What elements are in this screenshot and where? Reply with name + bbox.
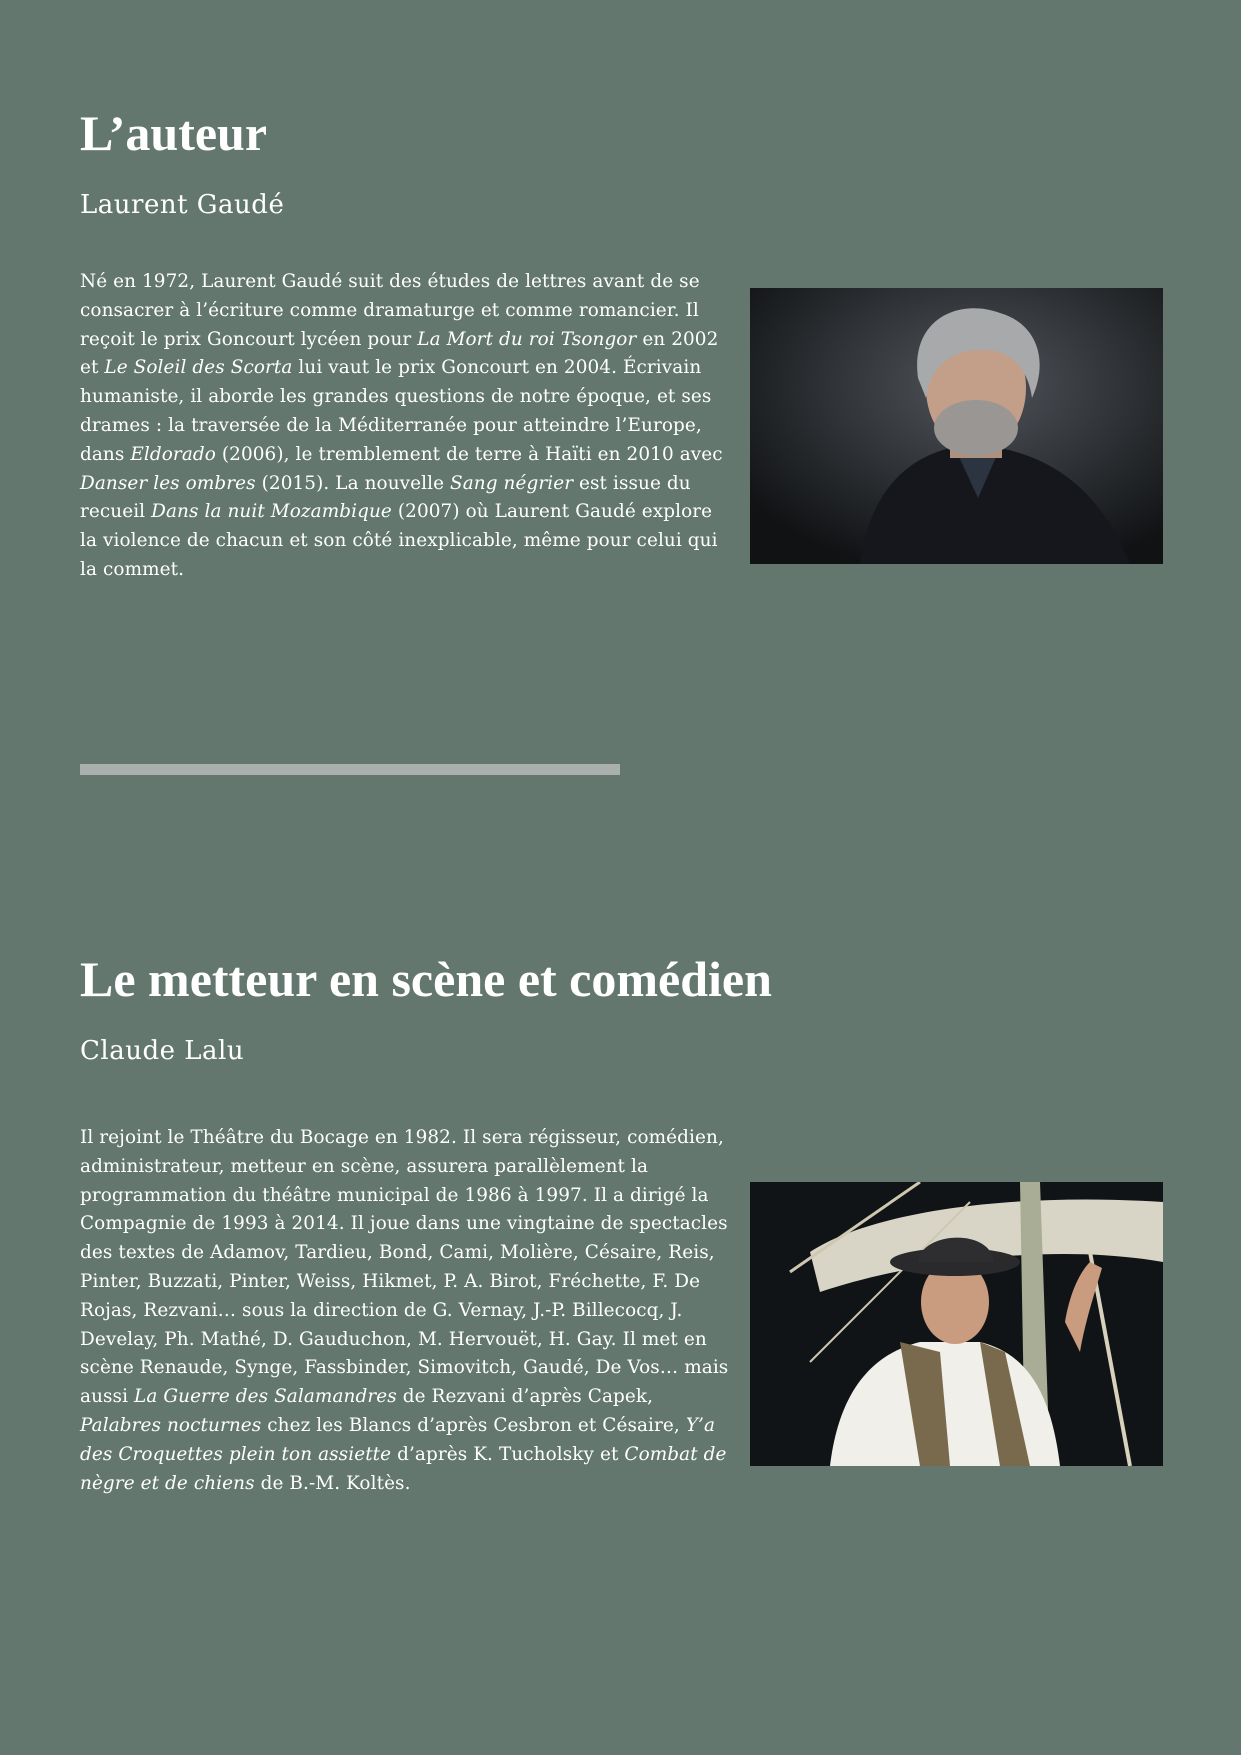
bio-text: Il rejoint le Théâtre du Bocage en 1982. Il sera régisseur, comédien, administrateur, metteur en scène, assurera parallèlement la programmation du théâtre municipal de 1986 à 1997. Il a dirigé la Compagnie de 1993 à 2014. Il joue dans une vingtaine de spectacles des textes de Adamov, Tardieu, Bond, Cami, Molière, Césaire, Reis, Pinter, Buzzati, Pinter, Weiss, Hikmet, P. A. Birot, Fréchette, F. De Rojas, Rezvani… sous la direction de G. Vernay, J.-P. Billecocq, J. Develay, Ph. Mathé, D. Gauduchon, M. Hervouët, H. Gay. Il met en scène Renaude, Synge, Fassbinder, Simovitch, Gaudé, De Vos… mais aussi bbox=[80, 1127, 729, 1408]
director-heading: Le metteur en scène et comédien bbox=[80, 951, 772, 1007]
work-title: La Guerre des Salamandres bbox=[134, 1386, 397, 1408]
work-title: Eldorado bbox=[130, 443, 216, 465]
bio-text: lui vaut le prix Goncourt en 2004. Écrivain humaniste, il aborde les grandes questions de notre époque, et ses drames : la traversée de la Méditerranée pour atteindre l’Europe, dans bbox=[80, 357, 712, 465]
author-heading: L’auteur bbox=[80, 105, 268, 161]
bio-text: de B.-M. Koltès. bbox=[254, 1472, 411, 1494]
bio-text: (2007) où Laurent Gaudé explore la violence de chacun et son côté inexplicable, même pour celui qui la commet. bbox=[80, 501, 718, 580]
bio-text: (2015). La nouvelle bbox=[255, 472, 451, 494]
work-title: Le Soleil des Scorta bbox=[104, 357, 293, 379]
bio-text: (2006), le tremblement de terre à Haïti en 2010 avec bbox=[215, 443, 723, 465]
work-title: Danser les ombres bbox=[80, 472, 256, 494]
director-photo bbox=[750, 1182, 1163, 1466]
author-name: Laurent Gaudé bbox=[80, 190, 285, 220]
work-title: Combat de nègre et de chiens bbox=[80, 1443, 727, 1494]
work-title: Y’a des Croquettes plein ton assiette bbox=[80, 1414, 716, 1465]
bio-text: en 2002 et bbox=[80, 328, 719, 379]
work-title: Dans la nuit Mozambique bbox=[151, 501, 392, 523]
bio-text: de Rezvani d’après Capek, bbox=[396, 1386, 654, 1408]
bio-text: est issue du recueil bbox=[80, 472, 691, 523]
work-title: La Mort du roi Tsongor bbox=[417, 328, 637, 350]
work-title: Palabres nocturnes bbox=[80, 1414, 262, 1436]
author-bio bbox=[80, 268, 730, 585]
work-title: Sang négrier bbox=[450, 472, 574, 494]
author-photo bbox=[750, 288, 1163, 564]
bio-text: Né en 1972, Laurent Gaudé suit des études de lettres avant de se consacrer à l’écriture comme dramaturge et comme romancier. Il reçoit le prix Goncourt lycéen pour bbox=[80, 271, 700, 350]
bio-text: d’après K. Tucholsky et bbox=[391, 1443, 625, 1465]
director-bio bbox=[80, 1124, 730, 1498]
bio-text: chez les Blancs d’après Cesbron et Césaire, bbox=[261, 1414, 686, 1436]
section-divider bbox=[80, 764, 620, 775]
director-name: Claude Lalu bbox=[80, 1036, 245, 1066]
